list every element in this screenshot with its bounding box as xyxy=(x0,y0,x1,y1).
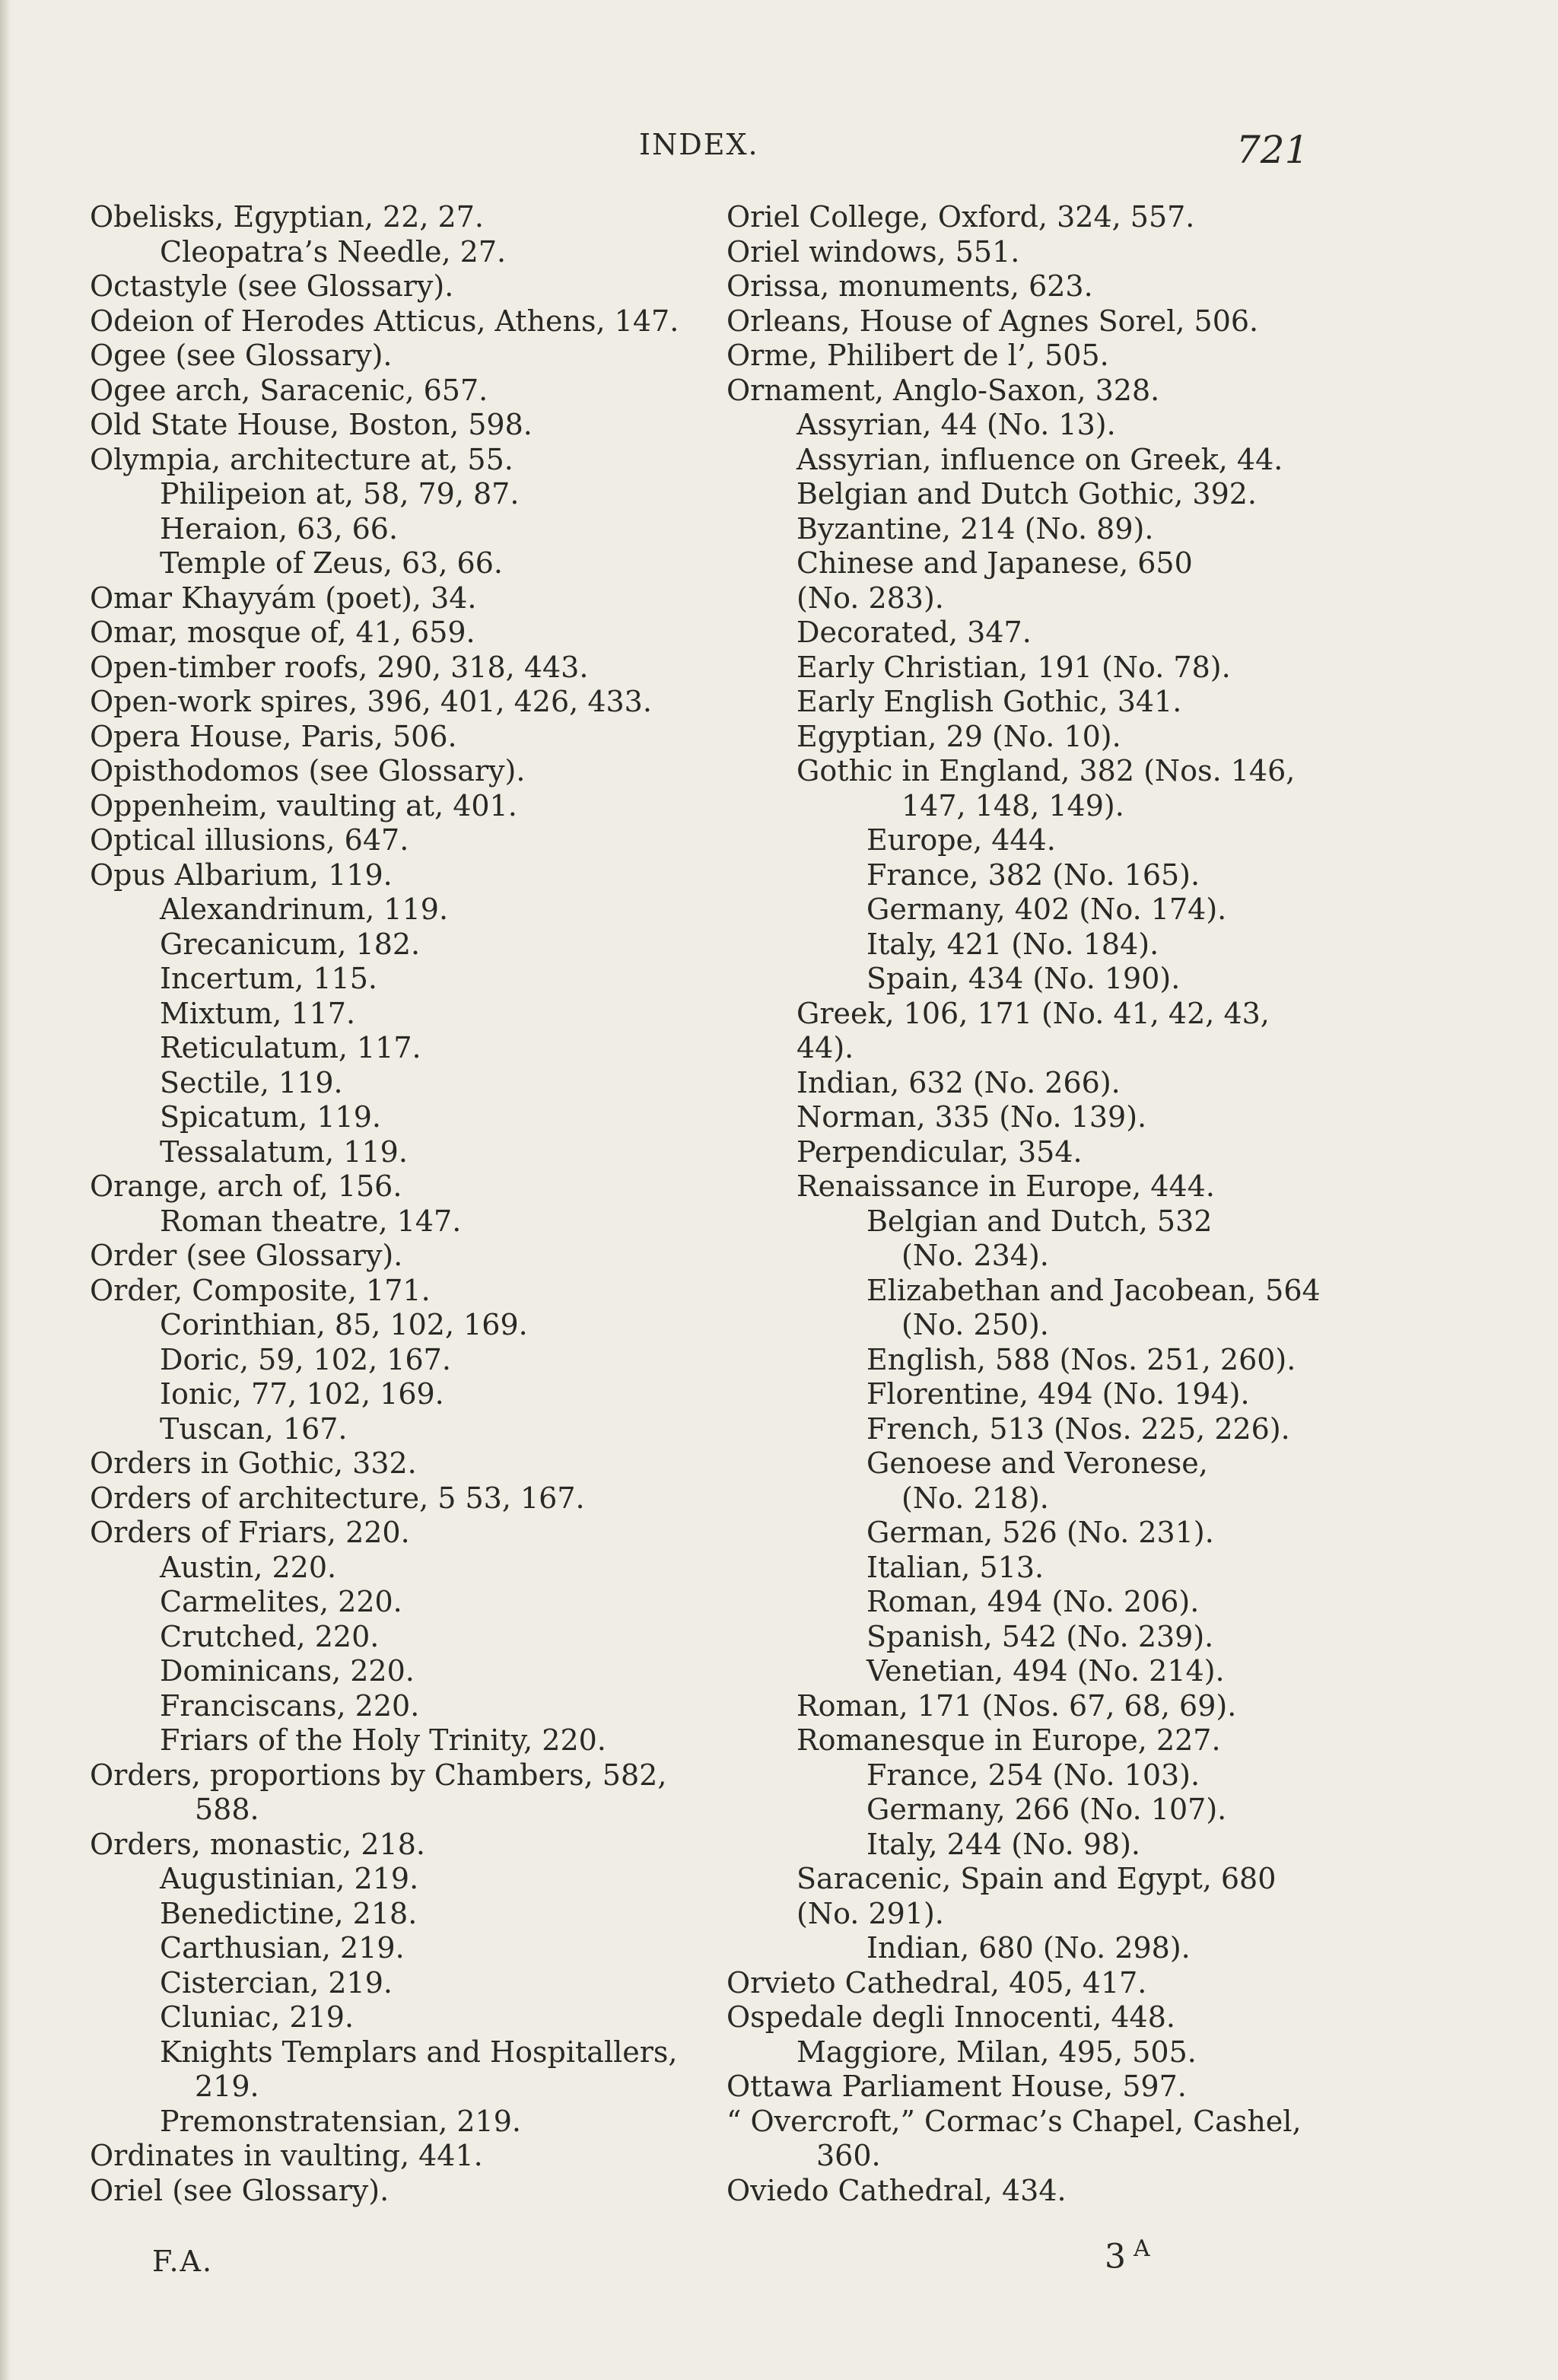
index-entry: France, 382 (No. 165). xyxy=(866,858,1200,892)
index-entry: Early Christian, 191 (No. 78). xyxy=(796,650,1231,684)
index-entry: Omar Khayyám (poet), 34. xyxy=(90,581,477,615)
index-entry: Ornament, Anglo-Saxon, 328. xyxy=(727,373,1160,407)
index-entry: Opus Albarium, 119. xyxy=(90,858,393,892)
printer-signature: F.A. xyxy=(152,2245,214,2278)
index-entry: Opera House, Paris, 506. xyxy=(90,719,457,753)
index-entry: French, 513 (Nos. 225, 226). xyxy=(866,1411,1290,1446)
index-entry: Ospedale degli Innocenti, 448. xyxy=(727,2000,1175,2034)
index-entry: Orders of Friars, 220. xyxy=(90,1516,410,1549)
index-entry: Elizabethan and Jacobean, 564 xyxy=(866,1273,1321,1307)
index-entry: Italy, 421 (No. 184). xyxy=(866,927,1159,961)
index-entry: Assyrian, influence on Greek, 44. xyxy=(796,442,1283,476)
page-edge xyxy=(0,0,11,2380)
index-entry: Orange, arch of, 156. xyxy=(90,1169,402,1203)
index-entry: Philipeion at, 58, 79, 87. xyxy=(160,477,520,511)
gathering-signature-letter: A xyxy=(1134,2235,1150,2262)
index-entry: Early English Gothic, 341. xyxy=(796,685,1182,718)
index-entry: Germany, 402 (No. 174). xyxy=(866,892,1227,926)
index-entry: Tessalatum, 119. xyxy=(160,1134,408,1169)
index-entry: Chinese and Japanese, 650 xyxy=(796,546,1193,580)
index-entry: Orders of architecture, 5 53, 167. xyxy=(90,1481,585,1515)
index-entry: Ogee (see Glossary). xyxy=(90,339,393,372)
index-entry: Heraion, 63, 66. xyxy=(160,511,399,546)
index-entry: Gothic in England, 382 (Nos. 146, xyxy=(796,754,1296,788)
index-entry: Corinthian, 85, 102, 169. xyxy=(160,1308,528,1341)
index-entry: Indian, 632 (No. 266). xyxy=(796,1065,1121,1099)
index-entry: Olympia, architecture at, 55. xyxy=(90,442,514,476)
index-entry: Roman, 494 (No. 206). xyxy=(866,1585,1200,1618)
index-entry: Indian, 680 (No. 298). xyxy=(866,1931,1191,1965)
index-entry: Assyrian, 44 (No. 13). xyxy=(796,408,1116,441)
index-entry: Old State House, Boston, 598. xyxy=(90,408,533,441)
index-entry: (No. 250). xyxy=(901,1308,1049,1341)
index-entry: (No. 218). xyxy=(901,1481,1049,1515)
index-entry: Mixtum, 117. xyxy=(160,996,356,1030)
index-entry: 147, 148, 149). xyxy=(901,788,1124,822)
index-entry: Opisthodomos (see Glossary). xyxy=(90,754,526,788)
index-entry: Florentine, 494 (No. 194). xyxy=(866,1377,1250,1411)
index-entry: Belgian and Dutch, 532 xyxy=(866,1204,1213,1238)
index-entry: Orleans, House of Agnes Sorel, 506. xyxy=(727,304,1259,338)
index-entry: Incertum, 115. xyxy=(160,962,377,995)
index-entry: Ottawa Parliament House, 597. xyxy=(727,2070,1187,2103)
index-entry: Oviedo Cathedral, 434. xyxy=(727,2173,1067,2207)
index-entry: Ogee arch, Saracenic, 657. xyxy=(90,373,488,407)
index-entry: Romanesque in Europe, 227. xyxy=(796,1723,1221,1757)
index-entry: Temple of Zeus, 63, 66. xyxy=(160,546,503,580)
index-entry: Italian, 513. xyxy=(866,1550,1044,1584)
index-entry: Orders, proportions by Chambers, 582, xyxy=(90,1758,667,1792)
index-entry: Tuscan, 167. xyxy=(160,1411,348,1446)
index-entry: Franciscans, 220. xyxy=(160,1688,420,1723)
index-entry: Cluniac, 219. xyxy=(160,2000,355,2034)
index-entry: Optical illusions, 647. xyxy=(90,823,409,857)
index-entry: Cistercian, 219. xyxy=(160,1965,393,2000)
index-entry: Roman theatre, 147. xyxy=(160,1204,462,1238)
gathering-signature-number: 3 xyxy=(1105,2237,1126,2277)
index-entry: Order, Composite, 171. xyxy=(90,1273,431,1307)
index-entry: Spanish, 542 (No. 239). xyxy=(866,1619,1214,1653)
index-entry: Germany, 266 (No. 107). xyxy=(866,1793,1227,1826)
index-entry: Perpendicular, 354. xyxy=(796,1134,1083,1169)
index-entry: Roman, 171 (Nos. 67, 68, 69). xyxy=(796,1688,1237,1723)
index-entry: (No. 283). xyxy=(796,581,944,615)
index-entry: Ordinates in vaulting, 441. xyxy=(90,2139,483,2172)
index-entry: Ionic, 77, 102, 169. xyxy=(160,1377,444,1411)
index-entry: Oriel (see Glossary). xyxy=(90,2173,390,2207)
index-entry: Alexandrinum, 119. xyxy=(160,892,449,926)
index-entry: (No. 234). xyxy=(901,1239,1049,1272)
index-entry: Orme, Philibert de l’, 505. xyxy=(727,339,1109,372)
gathering-signature xyxy=(1105,2235,1150,2277)
index-entry: 360. xyxy=(816,2139,881,2172)
index-entry: Orvieto Cathedral, 405, 417. xyxy=(727,1965,1147,2000)
index-entry: Renaissance in Europe, 444. xyxy=(796,1169,1215,1203)
index-entry: Austin, 220. xyxy=(160,1550,337,1584)
index-entry: Open-timber roofs, 290, 318, 443. xyxy=(90,650,589,684)
index-entry: Carmelites, 220. xyxy=(160,1585,402,1618)
index-entry: Italy, 244 (No. 98). xyxy=(866,1827,1140,1861)
running-title: INDEX. xyxy=(639,128,759,161)
index-entry: Orissa, monuments, 623. xyxy=(727,269,1093,303)
index-entry: Doric, 59, 102, 167. xyxy=(160,1342,451,1376)
index-entry: Orders in Gothic, 332. xyxy=(90,1446,417,1480)
index-entry: (No. 291). xyxy=(796,1896,944,1930)
index-entry: “ Overcroft,” Cormac’s Chapel, Cashel, xyxy=(727,2104,1302,2138)
index-column-left xyxy=(90,200,691,2208)
index-entry: Norman, 335 (No. 139). xyxy=(796,1100,1147,1134)
index-entry: Genoese and Veronese, xyxy=(866,1446,1208,1480)
index-entry: Greek, 106, 171 (No. 41, 42, 43, xyxy=(796,996,1270,1030)
index-entry: Sectile, 119. xyxy=(160,1065,343,1099)
page-number: 721 xyxy=(1236,128,1309,172)
index-entry: Obelisks, Egyptian, 22, 27. xyxy=(90,200,484,234)
index-entry: Europe, 444. xyxy=(866,823,1056,857)
index-entry: Octastyle (see Glossary). xyxy=(90,269,454,303)
index-entry: Spain, 434 (No. 190). xyxy=(866,962,1181,995)
index-entry: 588. xyxy=(195,1793,259,1826)
index-entry: 44). xyxy=(796,1031,854,1064)
index-entry: Friars of the Holy Trinity, 220. xyxy=(160,1723,606,1757)
index-entry: France, 254 (No. 103). xyxy=(866,1758,1200,1792)
index-entry: Grecanicum, 182. xyxy=(160,927,421,961)
index-entry: Crutched, 220. xyxy=(160,1619,380,1653)
index-entry: Saracenic, Spain and Egypt, 680 xyxy=(796,1862,1277,1895)
index-entry: Augustinian, 219. xyxy=(160,1862,419,1895)
index-entry: Venetian, 494 (No. 214). xyxy=(866,1654,1225,1688)
index-entry: Cleopatra’s Needle, 27. xyxy=(160,234,507,269)
index-entry: Dominicans, 220. xyxy=(160,1654,415,1688)
index-entry: Maggiore, Milan, 495, 505. xyxy=(796,2035,1197,2069)
index-entry: Oriel windows, 551. xyxy=(727,234,1020,269)
index-entry: Order (see Glossary). xyxy=(90,1239,403,1272)
index-column-right xyxy=(727,200,1320,2208)
index-entry: Belgian and Dutch Gothic, 392. xyxy=(796,477,1258,511)
index-entry: Spicatum, 119. xyxy=(160,1100,381,1134)
index-entry: Byzantine, 214 (No. 89). xyxy=(796,511,1154,546)
index-entry: Decorated, 347. xyxy=(796,616,1032,649)
index-entry: Carthusian, 219. xyxy=(160,1931,405,1965)
index-entry: Oriel College, Oxford, 324, 557. xyxy=(727,200,1195,234)
index-entry: German, 526 (No. 231). xyxy=(866,1516,1214,1549)
index-entry: Orders, monastic, 218. xyxy=(90,1827,425,1861)
index-entry: Knights Templars and Hospitallers, xyxy=(160,2035,678,2069)
index-entry: Odeion of Herodes Atticus, Athens, 147. xyxy=(90,304,679,338)
index-entry: Reticulatum, 117. xyxy=(160,1031,421,1064)
index-entry: Benedictine, 218. xyxy=(160,1896,418,1930)
index-entry: Oppenheim, vaulting at, 401. xyxy=(90,788,517,822)
index-entry: Egyptian, 29 (No. 10). xyxy=(796,719,1121,753)
index-entry: English, 588 (Nos. 251, 260). xyxy=(866,1342,1296,1376)
index-entry: 219. xyxy=(195,2070,259,2103)
index-entry: Premonstratensian, 219. xyxy=(160,2104,521,2138)
index-entry: Open-work spires, 396, 401, 426, 433. xyxy=(90,685,652,718)
index-entry: Omar, mosque of, 41, 659. xyxy=(90,616,475,649)
